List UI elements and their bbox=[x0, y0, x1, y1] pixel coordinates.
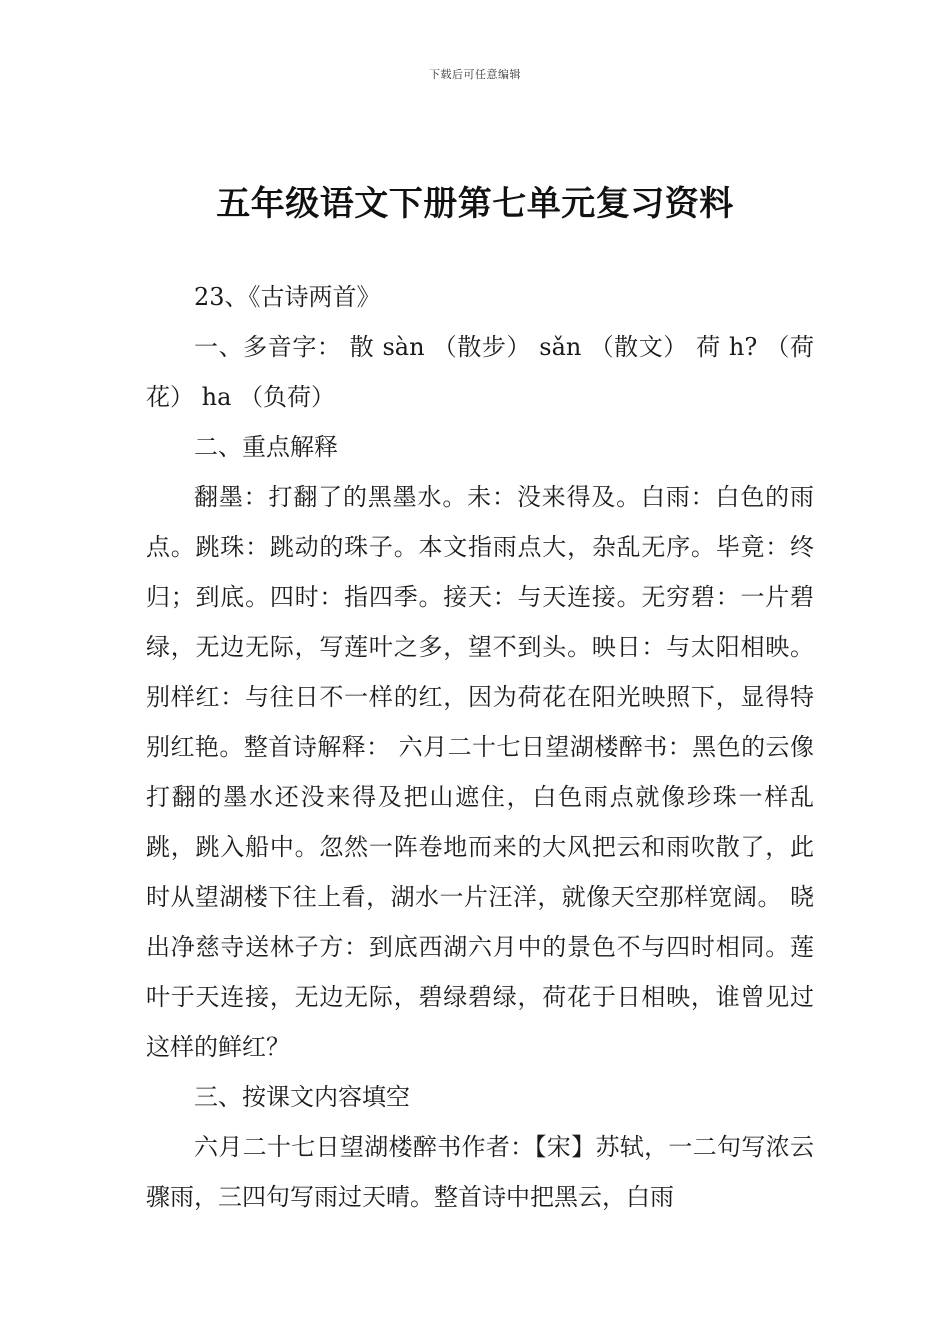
document-body bbox=[146, 272, 814, 1222]
fill-in-paragraph: 六月二十七日望湖楼醉书作者：【宋】苏轼，一二句写浓云骤雨，三四句写雨过天晴。整首诗中把黑云，白雨 bbox=[146, 1133, 814, 1211]
section-heading-fill-in: 三、按课文内容填空 bbox=[194, 1083, 410, 1111]
polyphonic-characters: 一、多音字： 散 sàn （散步） sǎn （散文） 荷 h? （荷花） ha （负荷） bbox=[146, 333, 814, 411]
section-heading-key-explanations: 二、重点解释 bbox=[194, 433, 338, 461]
key-explanations-paragraph: 翻墨：打翻了的黑墨水。未：没来得及。白雨：白色的雨点。跳珠：跳动的珠子。本文指雨点大，杂乱无序。毕竟：终归；到底。四时：指四季。接天：与天连接。无穷碧：一片碧绿，无边无际，写莲叶之多，望不到头。映日：与太阳相映。别样红：与往日不一样的红，因为荷花在阳光映照下，显得特别红艳。整首诗解释： 六月二十七日望湖楼醉书：黑色的云像打翻的墨水还没来得及把山遮住，白色雨点就像珍珠一样乱跳，跳入船中。忽然一阵卷地而来的大风把云和雨吹散了，此时从望湖楼下往上看，湖水一片汪洋，就像天空那样宽阔。 晓出净慈寺送林子方：到底西湖六月中的景色不与四时相同。莲叶于天连接，无边无际，碧绿碧绿，荷花于日相映，谁曾见过这样的鲜红？ bbox=[146, 483, 814, 1061]
document-title: 五年级语文下册第七单元复习资料 bbox=[216, 184, 734, 224]
header-note: 下载后可任意编辑 bbox=[429, 68, 521, 81]
lesson-heading: 23、《古诗两首》 bbox=[194, 283, 381, 311]
